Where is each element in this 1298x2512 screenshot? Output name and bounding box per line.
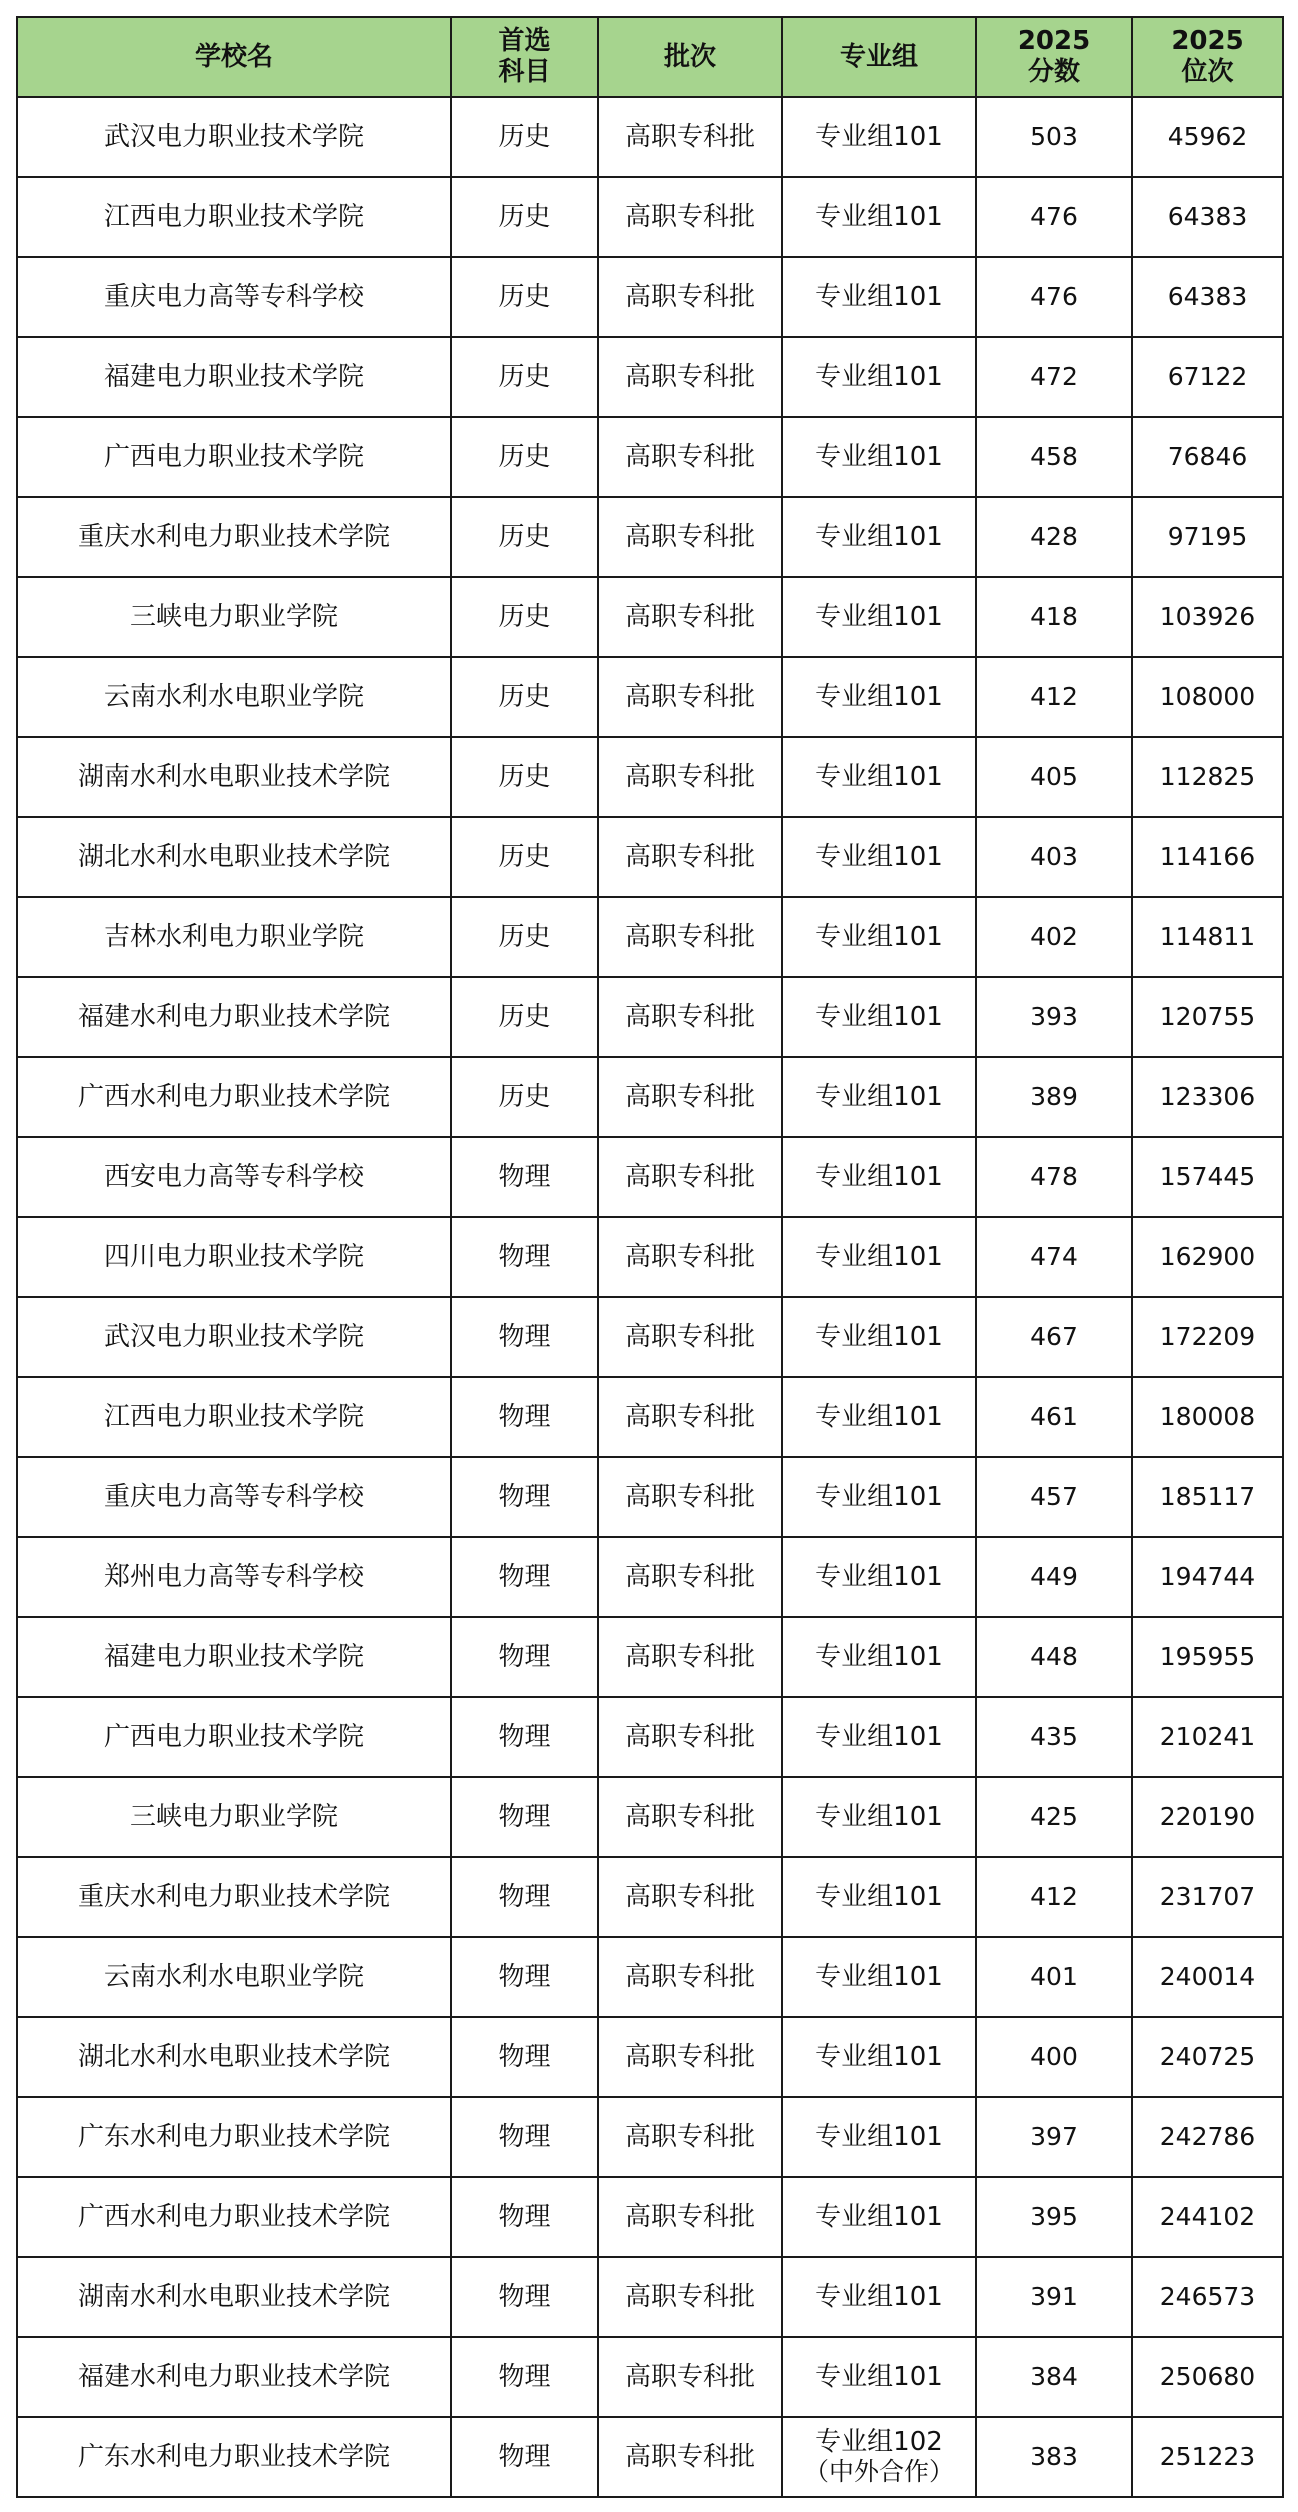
cell-rank: 114811	[1132, 897, 1283, 977]
cell-score: 418	[976, 577, 1132, 657]
header-rank-line1: 2025	[1171, 26, 1244, 56]
cell-score: 384	[976, 2337, 1132, 2417]
cell-school: 云南水利水电职业学院	[17, 657, 451, 737]
cell-subject: 物理	[451, 2417, 598, 2497]
cell-group	[782, 897, 976, 977]
cell-subject: 物理	[451, 1137, 598, 1217]
cell-group-name: 专业组101	[815, 1962, 943, 1992]
cell-school: 广西电力职业技术学院	[17, 1697, 451, 1777]
cell-rank: 251223	[1132, 2417, 1283, 2497]
cell-school: 江西电力职业技术学院	[17, 1377, 451, 1457]
cell-score: 389	[976, 1057, 1132, 1137]
cell-group-name: 专业组101	[815, 2282, 943, 2312]
cell-school: 湖北水利水电职业技术学院	[17, 817, 451, 897]
cell-rank: 185117	[1132, 1457, 1283, 1537]
cell-score: 405	[976, 737, 1132, 817]
cell-batch: 高职专科批	[598, 897, 782, 977]
cell-group-name: 专业组101	[815, 202, 943, 232]
cell-school: 四川电力职业技术学院	[17, 1217, 451, 1297]
cell-rank: 172209	[1132, 1297, 1283, 1377]
cell-rank: 108000	[1132, 657, 1283, 737]
cell-score: 428	[976, 497, 1132, 577]
cell-subject: 历史	[451, 657, 598, 737]
cell-group	[782, 657, 976, 737]
cell-batch: 高职专科批	[598, 257, 782, 337]
cell-score: 397	[976, 2097, 1132, 2177]
cell-school: 三峡电力职业学院	[17, 1777, 451, 1857]
cell-group	[782, 177, 976, 257]
cell-batch: 高职专科批	[598, 1937, 782, 2017]
cell-rank: 76846	[1132, 417, 1283, 497]
cell-group-name: 专业组101	[815, 1082, 943, 1112]
cell-rank: 112825	[1132, 737, 1283, 817]
cell-group	[782, 1377, 976, 1457]
cell-group	[782, 1137, 976, 1217]
cell-batch: 高职专科批	[598, 1777, 782, 1857]
cell-group-name: 专业组101	[815, 1802, 943, 1832]
cell-score: 400	[976, 2017, 1132, 2097]
cell-school: 云南水利水电职业学院	[17, 1937, 451, 2017]
cell-group	[782, 1617, 976, 1697]
cell-rank: 97195	[1132, 497, 1283, 577]
table-row	[17, 1457, 1283, 1537]
cell-subject: 历史	[451, 417, 598, 497]
cell-rank: 120755	[1132, 977, 1283, 1057]
cell-subject: 历史	[451, 337, 598, 417]
cell-batch: 高职专科批	[598, 577, 782, 657]
header-batch: 批次	[598, 17, 782, 97]
cell-score: 403	[976, 817, 1132, 897]
header-row	[17, 17, 1283, 97]
cell-group	[782, 1217, 976, 1297]
table-row	[17, 1137, 1283, 1217]
table-row	[17, 2177, 1283, 2257]
cell-subject: 物理	[451, 1777, 598, 1857]
cell-score: 472	[976, 337, 1132, 417]
table-row	[17, 657, 1283, 737]
admission-score-table	[16, 16, 1284, 2498]
cell-batch: 高职专科批	[598, 337, 782, 417]
cell-subject: 历史	[451, 177, 598, 257]
cell-rank: 157445	[1132, 1137, 1283, 1217]
cell-batch: 高职专科批	[598, 417, 782, 497]
cell-school: 重庆电力高等专科学校	[17, 257, 451, 337]
cell-group	[782, 817, 976, 897]
cell-subject: 历史	[451, 977, 598, 1057]
cell-group	[782, 2257, 976, 2337]
cell-rank: 244102	[1132, 2177, 1283, 2257]
cell-score: 401	[976, 1937, 1132, 2017]
cell-school: 广西水利电力职业技术学院	[17, 2177, 451, 2257]
cell-score: 393	[976, 977, 1132, 1057]
cell-group-name: 专业组101	[815, 1482, 943, 1512]
table-row	[17, 1937, 1283, 2017]
cell-score: 395	[976, 2177, 1132, 2257]
cell-subject: 物理	[451, 1537, 598, 1617]
cell-subject: 物理	[451, 1937, 598, 2017]
cell-group-name: 专业组101	[815, 762, 943, 792]
cell-batch: 高职专科批	[598, 1697, 782, 1777]
cell-subject: 历史	[451, 577, 598, 657]
cell-score: 467	[976, 1297, 1132, 1377]
table-row	[17, 337, 1283, 417]
cell-subject: 物理	[451, 2257, 598, 2337]
cell-school: 湖北水利水电职业技术学院	[17, 2017, 451, 2097]
cell-rank: 246573	[1132, 2257, 1283, 2337]
table-row	[17, 1857, 1283, 1937]
table-row	[17, 1297, 1283, 1377]
cell-group-name: 专业组101	[815, 2202, 943, 2232]
cell-school: 广东水利电力职业技术学院	[17, 2417, 451, 2497]
cell-batch: 高职专科批	[598, 2017, 782, 2097]
table-row	[17, 2097, 1283, 2177]
table-row	[17, 977, 1283, 1057]
table-row	[17, 817, 1283, 897]
cell-batch: 高职专科批	[598, 1457, 782, 1537]
cell-group-name: 专业组101	[815, 2122, 943, 2152]
cell-school: 三峡电力职业学院	[17, 577, 451, 657]
cell-school: 湖南水利水电职业技术学院	[17, 737, 451, 817]
cell-group-name: 专业组101	[815, 922, 943, 952]
cell-score: 458	[976, 417, 1132, 497]
cell-group	[782, 417, 976, 497]
cell-group	[782, 737, 976, 817]
cell-batch: 高职专科批	[598, 1297, 782, 1377]
cell-score: 402	[976, 897, 1132, 977]
cell-rank: 67122	[1132, 337, 1283, 417]
cell-batch: 高职专科批	[598, 1137, 782, 1217]
table-row	[17, 1217, 1283, 1297]
cell-batch: 高职专科批	[598, 977, 782, 1057]
cell-batch: 高职专科批	[598, 2417, 782, 2497]
table-row	[17, 497, 1283, 577]
cell-group	[782, 2017, 976, 2097]
cell-score: 448	[976, 1617, 1132, 1697]
cell-group	[782, 1777, 976, 1857]
cell-batch: 高职专科批	[598, 817, 782, 897]
cell-subject: 物理	[451, 1457, 598, 1537]
cell-subject: 物理	[451, 1617, 598, 1697]
cell-score: 476	[976, 177, 1132, 257]
table-row	[17, 1057, 1283, 1137]
cell-rank: 114166	[1132, 817, 1283, 897]
cell-school: 西安电力高等专科学校	[17, 1137, 451, 1217]
cell-group	[782, 1937, 976, 2017]
cell-rank: 195955	[1132, 1617, 1283, 1697]
cell-group-name: 专业组101	[815, 1002, 943, 1032]
header-rank	[1132, 17, 1283, 97]
cell-subject: 物理	[451, 2097, 598, 2177]
cell-subject: 历史	[451, 257, 598, 337]
cell-subject: 历史	[451, 1057, 598, 1137]
cell-group-name: 专业组101	[815, 2042, 943, 2072]
cell-school: 湖南水利水电职业技术学院	[17, 2257, 451, 2337]
cell-school: 广东水利电力职业技术学院	[17, 2097, 451, 2177]
cell-rank: 240725	[1132, 2017, 1283, 2097]
cell-subject: 物理	[451, 2337, 598, 2417]
table-row	[17, 577, 1283, 657]
cell-rank: 250680	[1132, 2337, 1283, 2417]
cell-subject: 物理	[451, 1857, 598, 1937]
cell-batch: 高职专科批	[598, 1617, 782, 1697]
cell-group-name: 专业组101	[815, 1642, 943, 1672]
table-body	[17, 97, 1283, 2497]
cell-rank: 242786	[1132, 2097, 1283, 2177]
cell-school: 重庆水利电力职业技术学院	[17, 497, 451, 577]
cell-score: 412	[976, 1857, 1132, 1937]
cell-subject: 历史	[451, 497, 598, 577]
header-group: 专业组	[782, 17, 976, 97]
header-score-line1: 2025	[1017, 26, 1091, 56]
cell-group	[782, 2417, 976, 2497]
cell-rank: 194744	[1132, 1537, 1283, 1617]
cell-subject: 物理	[451, 2017, 598, 2097]
table-row	[17, 1697, 1283, 1777]
table-row	[17, 2017, 1283, 2097]
cell-group-name: 专业组101	[815, 1882, 943, 1912]
cell-group-note: （中外合作）	[803, 2457, 954, 2486]
cell-group	[782, 1857, 976, 1937]
cell-group	[782, 2097, 976, 2177]
cell-group	[782, 497, 976, 577]
cell-rank: 103926	[1132, 577, 1283, 657]
table-row	[17, 97, 1283, 177]
cell-school: 福建水利电力职业技术学院	[17, 977, 451, 1057]
cell-rank: 162900	[1132, 1217, 1283, 1297]
cell-batch: 高职专科批	[598, 1217, 782, 1297]
cell-school: 吉林水利电力职业学院	[17, 897, 451, 977]
cell-score: 478	[976, 1137, 1132, 1217]
cell-group-name: 专业组101	[815, 1402, 943, 1432]
cell-score: 412	[976, 657, 1132, 737]
cell-score: 383	[976, 2417, 1132, 2497]
cell-batch: 高职专科批	[598, 737, 782, 817]
cell-rank: 240014	[1132, 1937, 1283, 2017]
cell-school: 福建电力职业技术学院	[17, 337, 451, 417]
table-row	[17, 1617, 1283, 1697]
header-score	[976, 17, 1132, 97]
cell-group	[782, 1457, 976, 1537]
cell-group	[782, 2337, 976, 2417]
cell-group-name: 专业组101	[815, 1322, 943, 1352]
cell-group-name: 专业组101	[815, 1242, 943, 1272]
header-school: 学校名	[17, 17, 451, 97]
cell-batch: 高职专科批	[598, 1537, 782, 1617]
cell-group-name: 专业组101	[815, 1562, 943, 1592]
cell-group-name: 专业组101	[815, 282, 943, 312]
cell-batch: 高职专科批	[598, 1377, 782, 1457]
cell-group-name: 专业组101	[815, 522, 943, 552]
cell-group-name: 专业组101	[815, 682, 943, 712]
cell-group-name: 专业组101	[815, 362, 943, 392]
header-subject-line1: 首选	[498, 26, 551, 56]
cell-group	[782, 577, 976, 657]
cell-batch: 高职专科批	[598, 2177, 782, 2257]
cell-batch: 高职专科批	[598, 177, 782, 257]
cell-score: 435	[976, 1697, 1132, 1777]
cell-school: 广西水利电力职业技术学院	[17, 1057, 451, 1137]
cell-subject: 物理	[451, 1697, 598, 1777]
cell-rank: 64383	[1132, 177, 1283, 257]
cell-group	[782, 2177, 976, 2257]
cell-score: 457	[976, 1457, 1132, 1537]
cell-subject: 物理	[451, 2177, 598, 2257]
header-subject-line2: 科目	[498, 57, 551, 87]
cell-batch: 高职专科批	[598, 1057, 782, 1137]
cell-school: 广西电力职业技术学院	[17, 417, 451, 497]
cell-group	[782, 257, 976, 337]
header-score-line2: 分数	[1027, 57, 1080, 87]
cell-subject: 历史	[451, 97, 598, 177]
cell-rank: 180008	[1132, 1377, 1283, 1457]
table-header	[17, 17, 1283, 97]
cell-group	[782, 1697, 976, 1777]
table-row	[17, 1537, 1283, 1617]
cell-school: 重庆电力高等专科学校	[17, 1457, 451, 1537]
cell-group	[782, 1537, 976, 1617]
header-rank-line2: 位次	[1181, 57, 1234, 87]
cell-score: 391	[976, 2257, 1132, 2337]
cell-batch: 高职专科批	[598, 1857, 782, 1937]
cell-rank: 231707	[1132, 1857, 1283, 1937]
cell-school: 福建水利电力职业技术学院	[17, 2337, 451, 2417]
cell-school: 郑州电力高等专科学校	[17, 1537, 451, 1617]
cell-school: 江西电力职业技术学院	[17, 177, 451, 257]
table-row	[17, 2257, 1283, 2337]
cell-school: 武汉电力职业技术学院	[17, 1297, 451, 1377]
cell-score: 474	[976, 1217, 1132, 1297]
cell-subject: 历史	[451, 737, 598, 817]
cell-group	[782, 97, 976, 177]
cell-rank: 220190	[1132, 1777, 1283, 1857]
cell-group-name: 专业组101	[815, 842, 943, 872]
cell-rank: 123306	[1132, 1057, 1283, 1137]
cell-group	[782, 1057, 976, 1137]
cell-school: 重庆水利电力职业技术学院	[17, 1857, 451, 1937]
cell-school: 福建电力职业技术学院	[17, 1617, 451, 1697]
cell-score: 503	[976, 97, 1132, 177]
header-subject	[451, 17, 598, 97]
cell-school: 武汉电力职业技术学院	[17, 97, 451, 177]
table-row	[17, 897, 1283, 977]
cell-batch: 高职专科批	[598, 97, 782, 177]
cell-subject: 物理	[451, 1217, 598, 1297]
cell-group-name: 专业组101	[815, 122, 943, 152]
table-row	[17, 737, 1283, 817]
cell-rank: 45962	[1132, 97, 1283, 177]
cell-batch: 高职专科批	[598, 657, 782, 737]
cell-subject: 物理	[451, 1297, 598, 1377]
cell-batch: 高职专科批	[598, 2257, 782, 2337]
table-row	[17, 2337, 1283, 2417]
table-row	[17, 257, 1283, 337]
table-row	[17, 2417, 1283, 2497]
cell-score: 461	[976, 1377, 1132, 1457]
cell-group	[782, 1297, 976, 1377]
cell-batch: 高职专科批	[598, 2097, 782, 2177]
cell-subject: 物理	[451, 1377, 598, 1457]
cell-group-name: 专业组101	[815, 1162, 943, 1192]
table-row	[17, 417, 1283, 497]
cell-group-name: 专业组102	[815, 2427, 943, 2457]
cell-batch: 高职专科批	[598, 2337, 782, 2417]
cell-rank: 64383	[1132, 257, 1283, 337]
cell-group-name: 专业组101	[815, 602, 943, 632]
cell-rank: 210241	[1132, 1697, 1283, 1777]
cell-group-name: 专业组101	[815, 2362, 943, 2392]
cell-score: 449	[976, 1537, 1132, 1617]
cell-group-name: 专业组101	[815, 442, 943, 472]
cell-subject: 历史	[451, 897, 598, 977]
cell-group-name: 专业组101	[815, 1722, 943, 1752]
table-row	[17, 1377, 1283, 1457]
table-row	[17, 177, 1283, 257]
cell-score: 476	[976, 257, 1132, 337]
cell-score: 425	[976, 1777, 1132, 1857]
cell-subject: 历史	[451, 817, 598, 897]
cell-batch: 高职专科批	[598, 497, 782, 577]
table-row	[17, 1777, 1283, 1857]
cell-group	[782, 337, 976, 417]
cell-group	[782, 977, 976, 1057]
